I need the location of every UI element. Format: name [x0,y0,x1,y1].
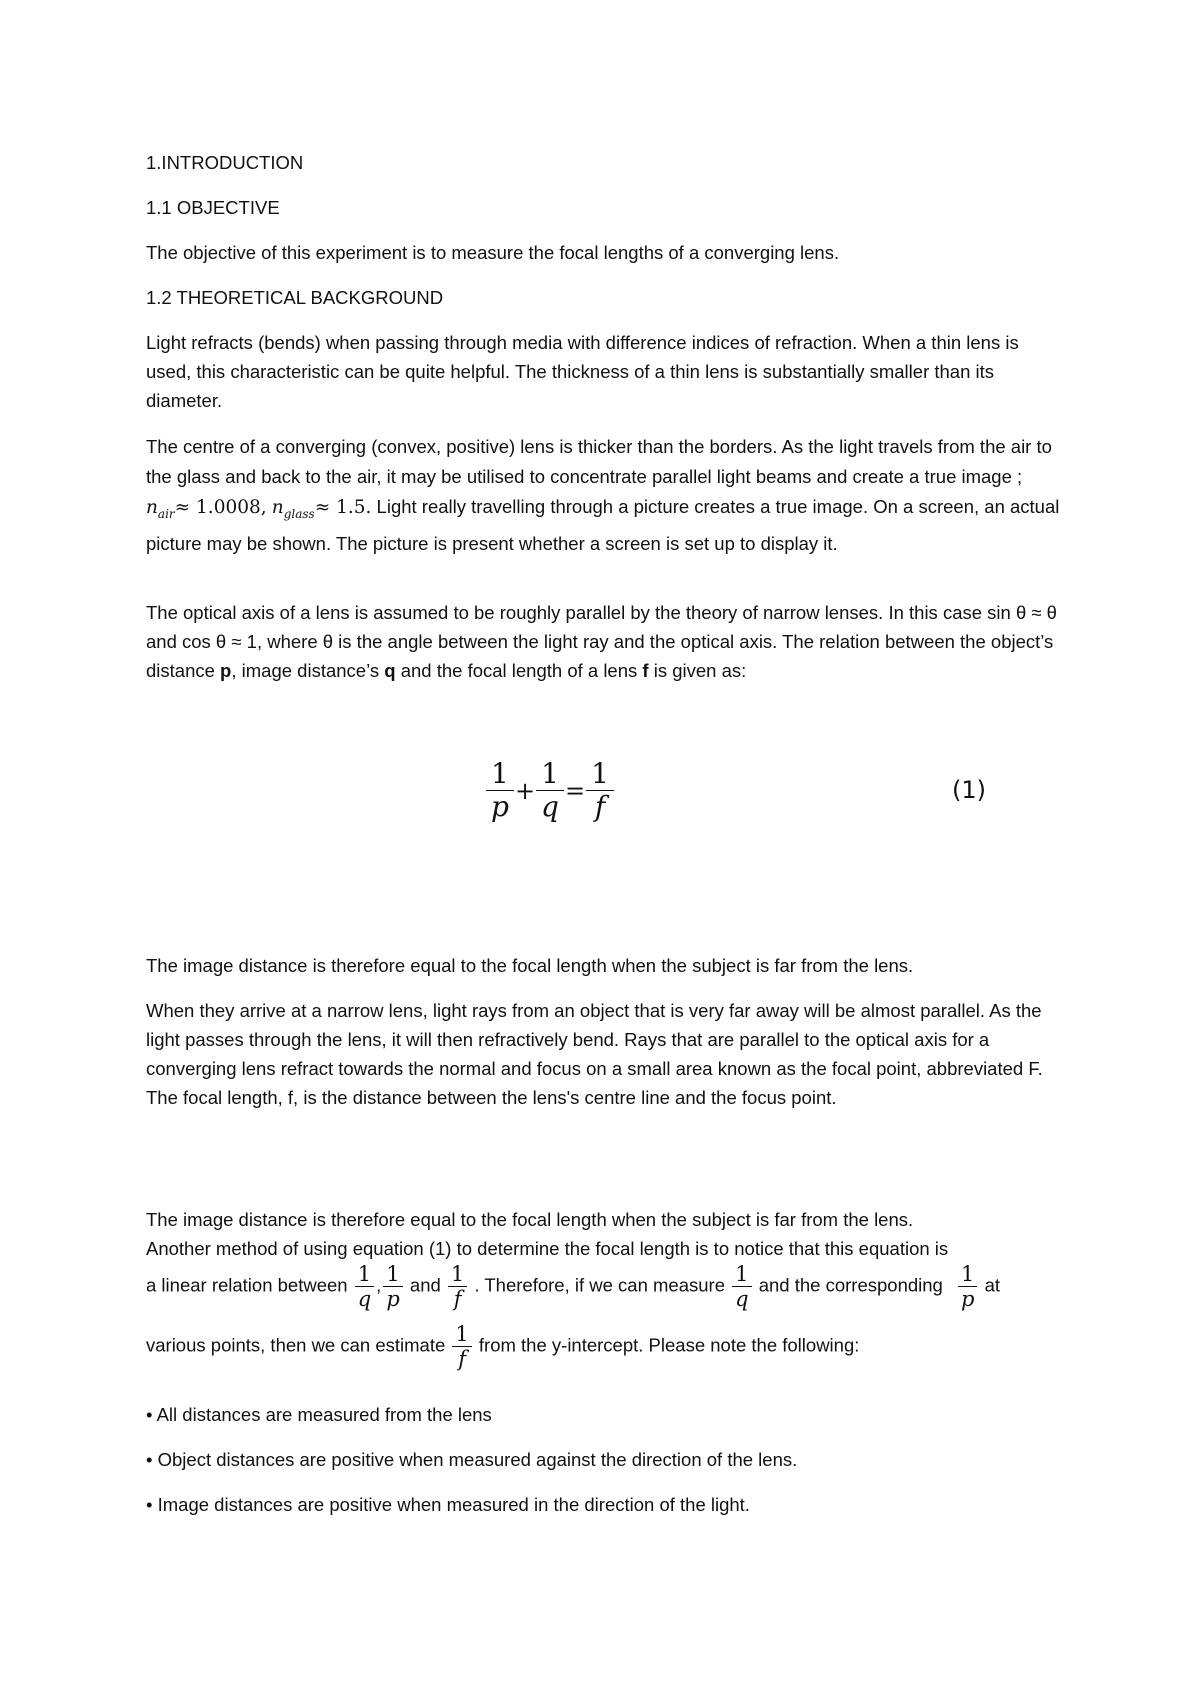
paragraph-text: . Therefore, if we can measure [469,1274,731,1296]
fraction-1-over-q [732,1262,751,1311]
fraction-1-over-p [486,758,514,823]
paragraph-refraction: Light refracts (bends) when passing through media with difference indices of refraction. When a thin lens is used, this characteristic can be quite helpful. The thickness of a thin lens is substantially smaller than its diameter. [146,332,1019,411]
n-glass-value: ≈ 1.5. [314,497,372,518]
paragraph-text: and [404,1274,446,1296]
numerator: 1 [357,1262,372,1286]
lens-equation [486,758,614,823]
denominator: p [958,1286,977,1311]
n-air-symbol: n [146,497,158,518]
paragraph-linear-relation-line1: Another method of using equation (1) to determine the focal length is to notice that this equation is [146,1238,949,1259]
equals-sign: = [564,776,586,805]
paragraph-linear-relation-line3 [146,1322,1076,1371]
paragraph-text: is given as: [648,660,747,681]
paragraph-text: Light really travelling through a picture creates a true image. On a screen, an actual picture may be shown. The picture is present whether a screen is set up to display it. [146,496,1060,554]
denominator: f [452,1346,471,1371]
fraction-1-over-f [586,758,614,823]
denominator: f [586,790,614,823]
paragraph-text: and the corresponding [753,1274,948,1296]
numerator: 1 [386,1262,400,1286]
denominator: q [732,1286,751,1311]
paragraph-narrow-lens: When they arrive at a narrow lens, light rays from an object that is very far away will be almost parallel. As the light passes through the lens, it will then refractively bend. Rays that are parallel to the optical axis for a converging lens refract towards the normal and focus on a small area known as the focal point, abbreviated F. The focal length, f, is the distance between the lens's centre line and the focus point. [146,1000,1043,1108]
fraction-1-over-q [355,1262,374,1311]
denominator: p [486,790,514,823]
paragraph-text: a linear relation between [146,1274,353,1296]
paragraph-text: , image distance’s [231,660,385,681]
bullet-item: • All distances are measured from the lens [146,1404,492,1425]
bullet-item: • Image distances are positive when measured in the direction of the light. [146,1494,750,1515]
fraction-1-over-f [448,1262,467,1311]
denominator: f [448,1286,467,1311]
comma: , [376,1274,382,1296]
n-glass-symbol: n [271,497,284,518]
symbol-f: f [642,660,649,681]
objective-paragraph: The objective of this experiment is to measure the focal lengths of a converging lens. [146,242,840,263]
numerator: 1 [961,1262,975,1286]
fraction-1-over-f [452,1322,471,1371]
equation-number: (1) [952,776,986,804]
paragraph-text: from the y-intercept. Please note the following: [473,1334,860,1356]
numerator: 1 [491,757,509,790]
paragraph-text: The optical axis of a lens is assumed to be roughly parallel by the theory of narrow lenses. In this case sin θ ≈ θ and cos θ ≈ 1, where θ is the angle between the light ray and the optical axis. The relation between the object’s distance [146,602,1057,681]
numerator: 1 [735,1262,749,1286]
paragraph-optical-axis [146,598,1071,685]
paragraph-text: and the focal length of a lens [395,660,643,681]
numerator: 1 [455,1322,469,1346]
denominator: p [383,1286,402,1311]
numerator: 1 [541,757,559,790]
symbol-p: p [220,660,232,681]
fraction-1-over-p [958,1262,977,1311]
paragraph-linear-relation-line2 [146,1262,1076,1311]
paragraph-image-distance: The image distance is therefore equal to the focal length when the subject is far from the lens. [146,955,914,976]
symbol-q: q [384,660,396,681]
paragraph-text: at [979,1274,1001,1296]
numerator: 1 [450,1262,465,1286]
fraction-1-over-q [536,758,564,823]
paragraph-text: various points, then we can estimate [146,1334,451,1356]
n-air-subscript: air [157,507,175,521]
fraction-1-over-p [383,1262,402,1311]
subsection-heading-theory: 1.2 THEORETICAL BACKGROUND [146,287,444,308]
numerator: 1 [591,757,609,790]
paragraph-converging-lens [146,432,1071,559]
denominator: q [536,790,564,823]
subsection-heading-objective: 1.1 OBJECTIVE [146,197,280,218]
plus-sign: + [514,776,536,805]
section-heading-introduction: 1.INTRODUCTION [146,152,304,173]
bullet-item: • Object distances are positive when measured against the direction of the lens. [146,1449,798,1470]
denominator: q [355,1286,374,1311]
n-glass-subscript: glass [283,507,315,521]
paragraph-image-distance-repeat: The image distance is therefore equal to the focal length when the subject is far from the lens. [146,1209,914,1230]
n-air-value: ≈ 1.0008, [174,497,267,518]
paragraph-text: The centre of a converging (convex, positive) lens is thicker than the borders. As the light travels from the air to the glass and back to the air, it may be utilised to concentrate parallel light beams and create a true image ; [146,436,1052,487]
